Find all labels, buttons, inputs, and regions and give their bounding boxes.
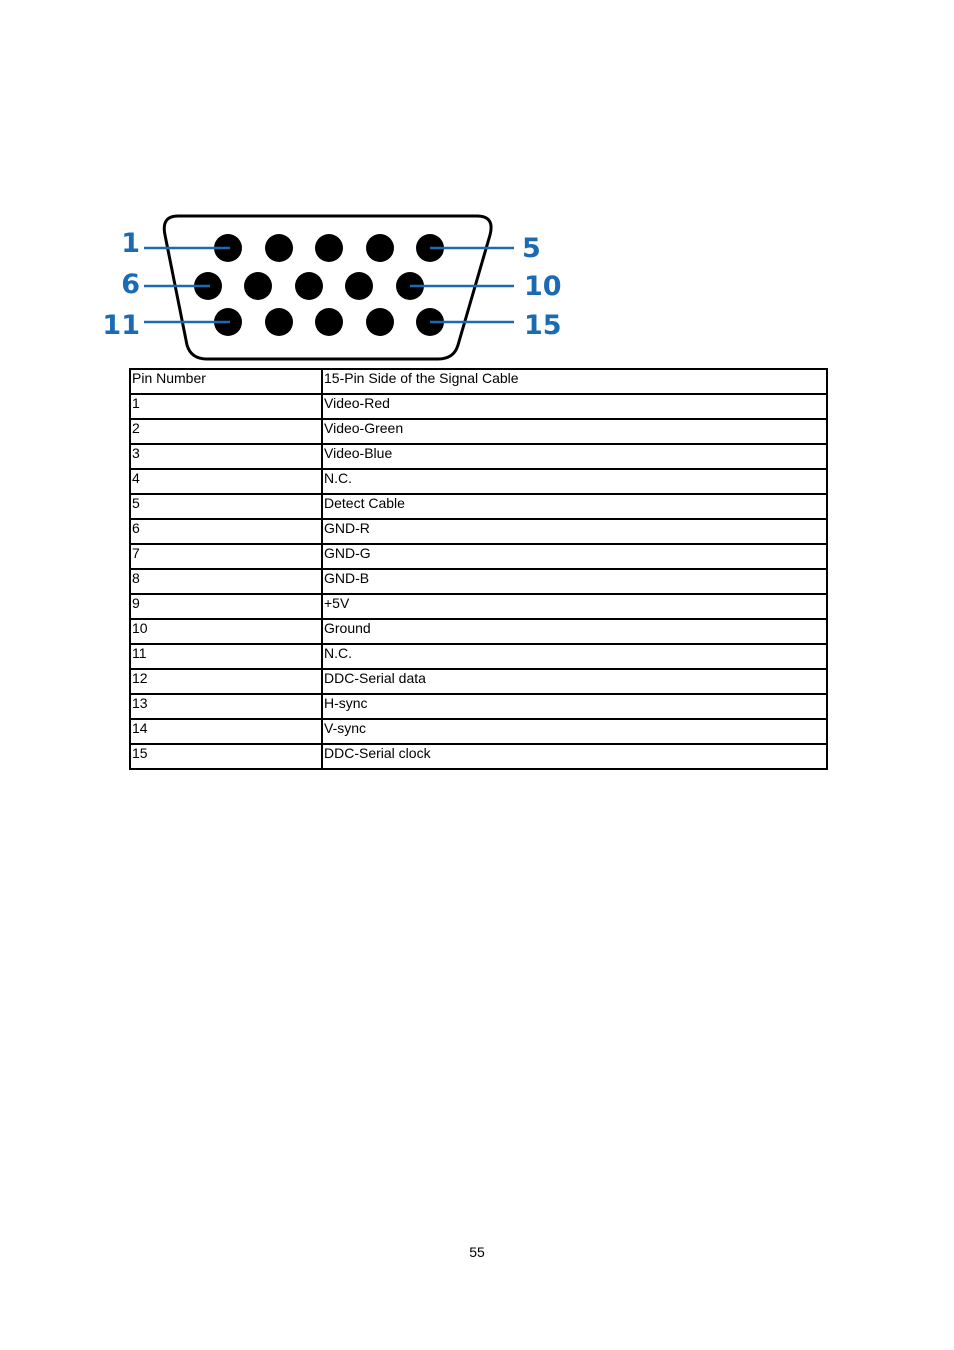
header-pin-number: Pin Number <box>130 369 322 394</box>
pin-number-cell: 7 <box>130 544 322 569</box>
pin-13 <box>315 308 343 336</box>
table-row <box>130 469 827 494</box>
pin-number-cell: 11 <box>130 644 322 669</box>
pin-8 <box>295 272 323 300</box>
table-row <box>130 544 827 569</box>
table-row <box>130 669 827 694</box>
pin-number-cell: 15 <box>130 744 322 769</box>
signal-cell: H-sync <box>322 694 827 719</box>
pin-12 <box>265 308 293 336</box>
signal-cell: DDC-Serial data <box>322 669 827 694</box>
pin-number-cell: 13 <box>130 694 322 719</box>
label-pin-15: 15 <box>524 310 562 341</box>
table-row <box>130 594 827 619</box>
pin-number-cell: 6 <box>130 519 322 544</box>
table-row <box>130 719 827 744</box>
table-row <box>130 419 827 444</box>
signal-cell: GND-G <box>322 544 827 569</box>
signal-cell: +5V <box>322 594 827 619</box>
signal-cell: DDC-Serial clock <box>322 744 827 769</box>
label-pin-11: 11 <box>102 310 140 341</box>
pin-number-cell: 9 <box>130 594 322 619</box>
pin-number-cell: 1 <box>130 394 322 419</box>
signal-cell: GND-B <box>322 569 827 594</box>
table-row <box>130 519 827 544</box>
label-pin-6: 6 <box>121 269 140 300</box>
page-number: 55 <box>469 1244 485 1260</box>
pin-4 <box>366 234 394 262</box>
pin-9 <box>345 272 373 300</box>
signal-cell: N.C. <box>322 469 827 494</box>
pin-assignment-table <box>129 368 828 770</box>
signal-cell: V-sync <box>322 719 827 744</box>
pin-number-cell: 2 <box>130 419 322 444</box>
table-row <box>130 494 827 519</box>
signal-cell: Video-Blue <box>322 444 827 469</box>
label-pin-10: 10 <box>524 271 562 302</box>
table-row <box>130 644 827 669</box>
table-row <box>130 744 827 769</box>
signal-cell: Video-Red <box>322 394 827 419</box>
pin-number-cell: 3 <box>130 444 322 469</box>
pin-number-cell: 12 <box>130 669 322 694</box>
table-header-row <box>130 369 827 394</box>
table-row <box>130 694 827 719</box>
label-pin-5: 5 <box>522 233 541 264</box>
table-row <box>130 394 827 419</box>
pin-3 <box>315 234 343 262</box>
pin-number-cell: 10 <box>130 619 322 644</box>
signal-cell: N.C. <box>322 644 827 669</box>
signal-cell: Video-Green <box>322 419 827 444</box>
header-signal: 15-Pin Side of the Signal Cable <box>322 369 827 394</box>
table-row <box>130 569 827 594</box>
signal-cell: GND-R <box>322 519 827 544</box>
pin-14 <box>366 308 394 336</box>
signal-cell: Ground <box>322 619 827 644</box>
pin-number-cell: 14 <box>130 719 322 744</box>
pin-number-cell: 4 <box>130 469 322 494</box>
signal-cell: Detect Cable <box>322 494 827 519</box>
pin-number-cell: 5 <box>130 494 322 519</box>
pin-7 <box>244 272 272 300</box>
vga-connector-diagram <box>100 205 570 365</box>
table-row <box>130 444 827 469</box>
pin-2 <box>265 234 293 262</box>
table-row <box>130 619 827 644</box>
pin-number-cell: 8 <box>130 569 322 594</box>
label-pin-1: 1 <box>121 228 140 259</box>
